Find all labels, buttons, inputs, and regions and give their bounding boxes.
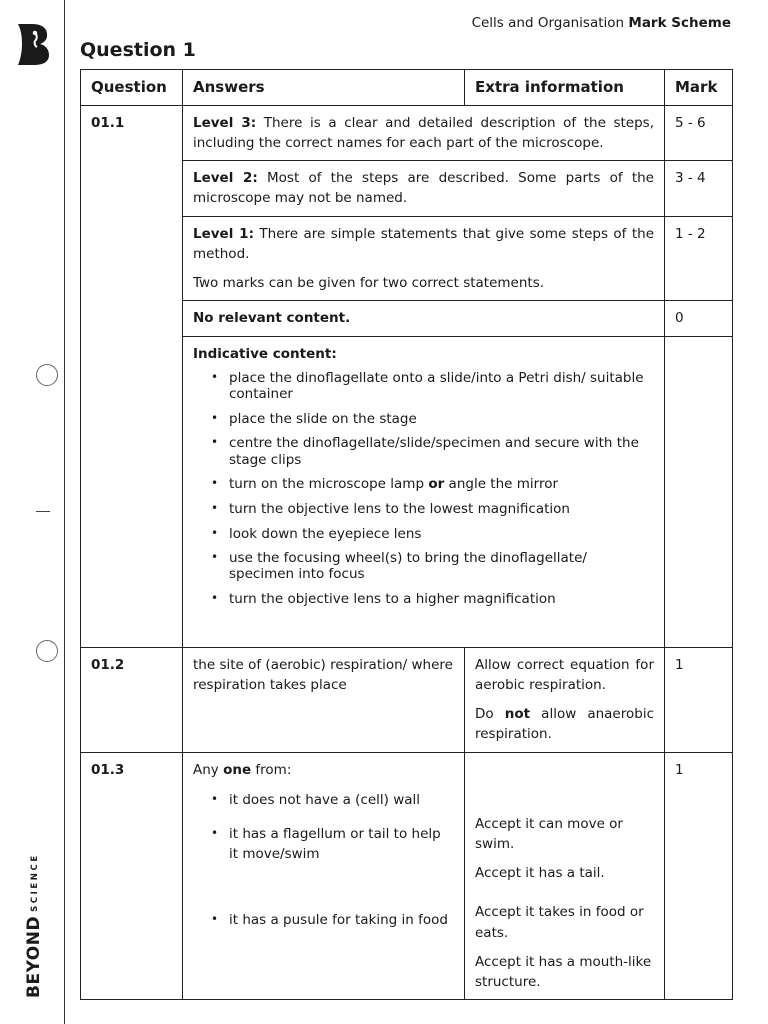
list-item: • use the focusing wheel(s) to bring the dinoflagellate/ specimen into focus	[209, 550, 654, 582]
list-item: • it has a pusule for taking in food	[209, 910, 454, 930]
mark-value: 3 - 4	[665, 161, 733, 217]
level-text: There are simple statements that give some steps of the method.	[193, 225, 654, 262]
level-text: There is a clear and detailed description of the steps, including the correct names for each part of the microscope.	[193, 114, 654, 151]
answer-list	[193, 792, 454, 931]
question-number: 01.3	[81, 752, 183, 1000]
answer-intro: Any one from:	[193, 761, 292, 778]
level-text: Most of the steps are described. Some parts of the microscope may not be named.	[193, 170, 654, 207]
no-content-cell	[183, 301, 665, 336]
binder-hole	[36, 364, 58, 386]
question-title: Question 1	[80, 39, 196, 61]
list-item: • turn the objective lens to the lowest magnification	[209, 501, 654, 517]
question-number: 01.1	[81, 105, 183, 647]
mark-scheme-table	[80, 69, 733, 1000]
table-row	[81, 647, 733, 752]
list-item: • look down the eyepiece lens	[209, 526, 654, 542]
mark-value-empty	[665, 336, 733, 647]
col-header-extra: Extra information	[465, 70, 665, 106]
question-number: 01.2	[81, 647, 183, 752]
extra-line: Accept it takes in food or eats.	[475, 904, 644, 941]
indicative-list	[193, 370, 654, 608]
extra-cell	[465, 647, 665, 752]
table-row	[81, 105, 733, 161]
mark-value: 0	[665, 301, 733, 336]
beyond-logo-icon	[14, 22, 52, 66]
list-item: • turn on the microscope lamp or angle the mirror	[209, 476, 654, 492]
mark-value: 1	[665, 647, 733, 752]
col-header-question: Question	[81, 70, 183, 106]
brand-primary: BEYOND	[24, 915, 44, 998]
mark-value: 1 - 2	[665, 216, 733, 301]
level2-cell	[183, 161, 665, 217]
no-content-label: No relevant content.	[193, 310, 351, 327]
level3-cell	[183, 105, 665, 161]
level-label: Level 3:	[193, 114, 257, 131]
margin-line	[64, 0, 65, 1024]
level1-cell	[183, 216, 665, 301]
indicative-cell	[183, 336, 665, 647]
level-label: Level 2:	[193, 170, 258, 186]
header-doc-type: Mark Scheme	[628, 15, 731, 31]
extra-line: Accept it has a mouth-like structure.	[475, 953, 652, 990]
extra-line: Accept it can move or swim.	[475, 815, 623, 852]
extra-line: Do not allow anaerobic respiration.	[475, 706, 654, 743]
mark-value: 1	[665, 752, 733, 1000]
list-item: • centre the dinoflagellate/slide/specimen and secure with the stage clips	[209, 435, 654, 467]
table-row	[81, 752, 733, 1000]
indicative-label: Indicative content:	[193, 345, 337, 362]
mark-value: 5 - 6	[665, 105, 733, 161]
fold-mark	[36, 511, 50, 512]
answer-cell: the site of (aerobic) respiration/ where respiration takes place	[183, 647, 465, 752]
answer-cell	[183, 752, 465, 1000]
level-label: Level 1:	[193, 225, 254, 242]
header-subject: Cells and Organisation	[471, 15, 625, 31]
extra-cell	[465, 752, 665, 1000]
brand-secondary: SCIENCE	[30, 853, 40, 912]
list-item: • turn the objective lens to a higher magnification	[209, 591, 654, 607]
list-item: • it has a flagellum or tail to help it move/swim	[209, 824, 454, 865]
extra-line: Allow correct equation for aerobic respiration.	[475, 656, 654, 693]
extra-line: Accept it has a tail.	[475, 865, 605, 881]
binder-hole	[36, 640, 58, 662]
list-item: • place the slide on the stage	[209, 411, 654, 427]
level-note: Two marks can be given for two correct statements.	[193, 275, 545, 291]
col-header-mark: Mark	[665, 70, 733, 106]
list-item: • place the dinoflagellate onto a slide/into a Petri dish/ suitable container	[209, 370, 654, 402]
col-header-answers: Answers	[183, 70, 465, 106]
table-header-row	[81, 70, 733, 106]
list-item: • it does not have a (cell) wall	[209, 792, 454, 808]
page-header	[472, 15, 731, 31]
brand-wordmark	[24, 853, 44, 998]
